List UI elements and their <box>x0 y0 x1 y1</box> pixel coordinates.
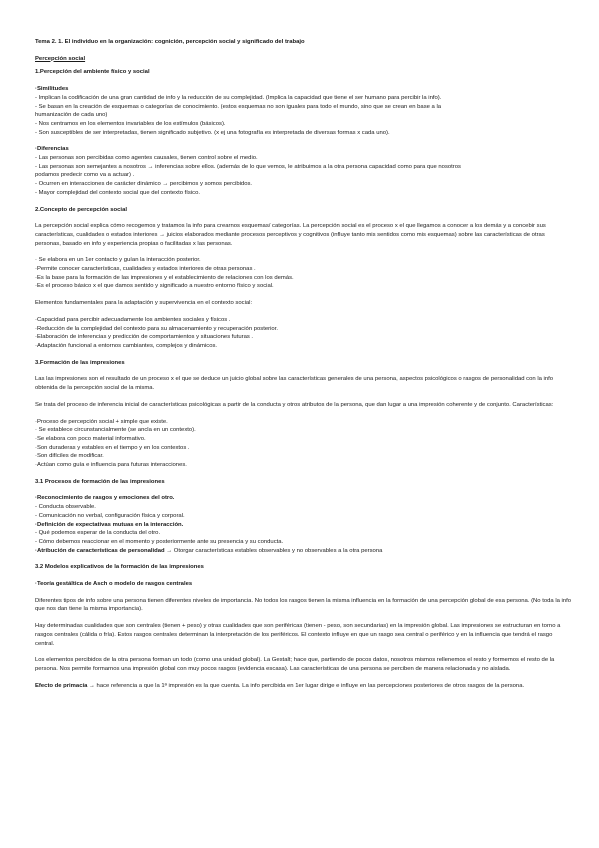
reconocimiento-title: ·Reconocimiento de rasgos y emociones del otro. <box>35 495 175 502</box>
list-item: ·Son duraderas y estables en el tiempo y en los contextos . <box>35 444 190 451</box>
atribucion-text: → Otorgar características estables observables y no observables a la otra persona <box>164 547 383 554</box>
list-item: - Nos centramos en los elementos invariables de los estímulos (básicos). <box>35 120 226 127</box>
list-item: - Cómo debemos reaccionar en el momento y posteriormente ante su presencia y su conducta. <box>35 538 284 545</box>
list-item: - Se basan en la creación de esquemas o categorías de conocimiento. (estos esquemas no son iguales para todo el mundo, sino que se crean en base a la <box>35 103 442 110</box>
list-item: - Comunicación no verbal, configuración física y corporal. <box>35 512 185 519</box>
list-item: ·Es la base para la formación de las impresiones y el establecimiento de relaciones con los demás. <box>35 274 294 281</box>
list-item: - Son susceptibles de ser interpretadas, tienen significado subjetivo. (x ej una fotografía es interpretada de diversas formas x cada uno). <box>35 129 390 136</box>
paragraph: Hay determinadas cualidades que son centrales (tienen + peso) y otras cualidades que son periféricas (tienen - peso, son secundarias) en la impresión global. Las impresiones se estructuran en torno a rasgos centrales (cálida o fría). Estos rasgos centrales determinan la interpretación de los periféricos. El contexto influye en que un rasgo sea central o periférico y en la influencia que tendrá el rasgo central. <box>35 623 561 647</box>
atribucion-line <box>35 547 572 556</box>
list-item: humanización de cada uno) <box>35 112 108 119</box>
heading-2: 2.Concepto de percepción social <box>35 206 127 213</box>
document-page <box>35 38 572 690</box>
list-item: ·Permite conocer características, cualidades y estados interiores de otras personas . <box>35 266 256 273</box>
list-item: podamos predecir como va a actuar) . <box>35 172 135 179</box>
document-title: Tema 2. 1. El individuo en la organización: cognición, percepción social y significado del trabajo <box>35 39 305 45</box>
heading-1: 1.Percepción del ambiente físico y social <box>35 69 150 76</box>
list-item: ·Adaptación funcional a entornos cambiantes, complejos y dinámicos. <box>35 342 218 349</box>
list-item: ·Elaboración de inferencias y predicción de comportamientos y situaciones futuras . <box>35 334 254 341</box>
elementos-title: Elementos fundamentales para la adaptación y supervivencia en el contexto social: <box>35 300 253 307</box>
primacia-line <box>35 682 572 691</box>
definicion-title: ·Definición de expectativas mutuas en la interacción. <box>35 521 184 528</box>
paragraph: Se trata del proceso de inferencia inicial de características psicológicas a partir de la conducta y otros atributos de la persona, que dan lugar a una impresión coherente y de conjunto. Características: <box>35 401 554 408</box>
atribucion-title: ·Atribución de características de personalidad <box>35 547 165 554</box>
primacia-title: Efecto de primacía <box>35 682 88 689</box>
primacia-text: → hace referencia a que la 1ª impresión es la que cuenta. La info percibida en 1er lugar dirige e influye en las percepciones posteriores de otros rasgos de la persona. <box>87 682 525 689</box>
list-item: - Las personas son semejantes a nosotros → inferencias sobre ellos. (además de lo que vemos, le atribuimos a la otra persona capacidad como para que nosotros <box>35 163 461 170</box>
list-item: ·Son difíciles de modificar. <box>35 453 104 460</box>
list-item: - Ocurren en interacciones de carácter dinámico → percibimos y somos percibidos. <box>35 181 253 188</box>
asch-title: ·Teoría gestáltica de Asch o modelo de rasgos centrales <box>35 581 193 588</box>
diferencias-title: ·Diferencias <box>35 146 69 153</box>
list-item: ·Proceso de percepción social + simple que existe. <box>35 418 168 425</box>
list-item: · Se establece circunstancialmente (se ancla en un contexto). <box>35 427 196 434</box>
paragraph: Diferentes tipos de info sobre una persona tienen diferentes niveles de importancia. No todos los rasgos tienen la misma influencia en la formación de una percepción global de esa persona. (No toda la info que nos dan tiene la misma importancia). <box>35 597 572 613</box>
section-heading: Percepción social <box>35 55 86 62</box>
list-item: · Se elabora en un 1er contacto y guían la interacción posterior. <box>35 257 201 264</box>
list-item: - Mayor complejidad del contexto social que del contexto físico. <box>35 189 201 196</box>
list-item: ·Es el proceso básico x el que damos sentido y significado a nuestro entorno físico y social. <box>35 283 274 290</box>
list-item: - Las personas son percibidas como agentes causales, tienen control sobre el medio. <box>35 155 258 162</box>
list-item: ·Reducción de la complejidad del contexto para su almacenamiento y recuperación posterior. <box>35 325 278 332</box>
list-item: - Qué podemos esperar de la conducta del otro. <box>35 530 161 537</box>
similitudes-title: ·Similitudes <box>35 86 69 93</box>
list-item: ·Actúan como guía e influencia para futuras interacciones. <box>35 462 187 469</box>
list-item: ·Se elabora con poco material informativo. <box>35 435 146 442</box>
heading-3-1: 3.1 Procesos de formación de las impresiones <box>35 478 165 485</box>
heading-3: 3.Formación de las impresiones <box>35 359 125 366</box>
paragraph: Las las impresiones son el resultado de un proceso x el que se deduce un juicio global sobre las características generales de una persona, aspectos psicológicos o rasgos de personalidad con la info obtenida de la percepción social de la misma. <box>35 376 554 392</box>
list-item: ·Capacidad para percibir adecuadamente los ambientes sociales y físicos . <box>35 316 231 323</box>
list-item: - Implican la codificación de una gran cantidad de info y la reducción de su complejidad. (Implica la capacidad que tiene el ser humano para percibir la info). <box>35 94 442 101</box>
paragraph: La percepción social explica cómo recogemos y tratamos la info para crearnos esquemas/ categorías. La percepción social es el proceso x el que llegamos a conocer a los demás y a concebir sus características, cualidades o estados interiores → juicios elaborados mediante procesos perceptivos y cognitivos (influye tanto mis sentidos como mis esquemas) sobre las características de otras personas, basado en info y experiencia propias o facilitadas x las personas. <box>35 223 546 247</box>
paragraph: Los elementos percibidos de la otra persona forman un todo (como una unidad global). La Gestalt; hace que, partiendo de pocos datos, nosotros mismos rellenemos el resto y formemos el resto de la persona. Nos permite formarnos una impresión global con muy pocos rasgos (evidencia escasa). Las características de una persona se perciben de manera relacionada y no aislada. <box>35 657 555 672</box>
list-item: - Conducta observable. <box>35 504 96 511</box>
heading-3-2: 3.2 Modelos explicativos de la formación de las impresiones <box>35 564 204 571</box>
